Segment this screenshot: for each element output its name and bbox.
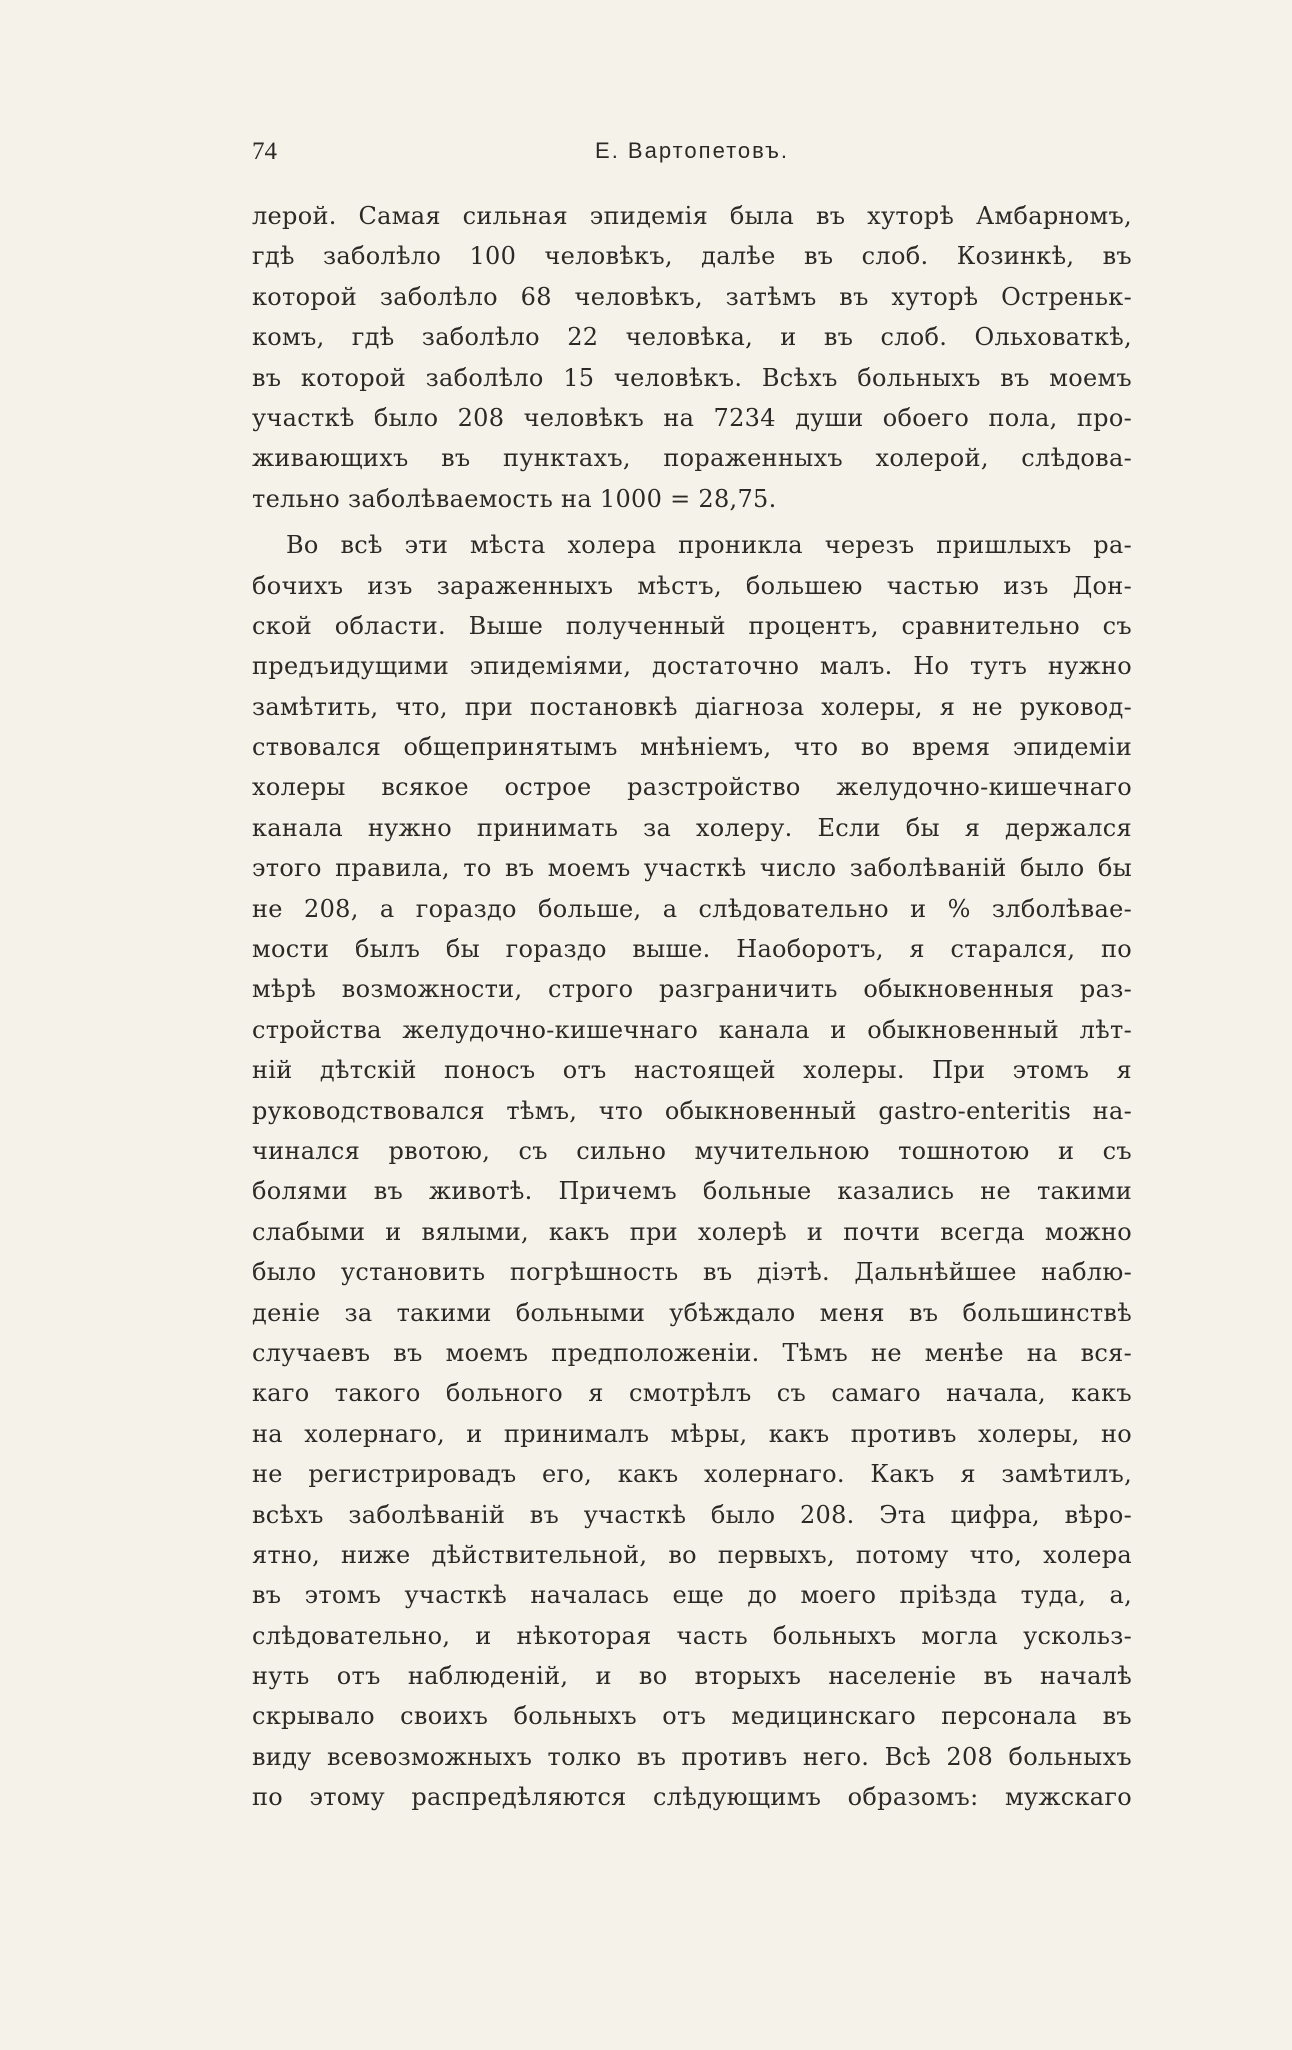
text-line: холеры всякое острое разстройство желудочно-кишечнаго: [252, 773, 1132, 802]
text-line: ятно, ниже дѣйствительной, во первыхъ, потому что, холера: [252, 1540, 1132, 1569]
running-head: Е. Вартопетовъ.: [595, 138, 789, 163]
body-text: [252, 196, 1132, 1818]
text-line: ствовался общепринятымъ мнѣніемъ, что во время эпидеміи: [252, 733, 1132, 762]
text-line: на холернаго, и принималъ мѣры, какъ противъ холеры, но: [252, 1419, 1132, 1448]
text-line: руководствовался тѣмъ, что обыкновенный gastro-enteritis на-: [252, 1096, 1132, 1125]
text-line: бочихъ изъ зараженныхъ мѣстъ, большею частью изъ Дон-: [252, 571, 1132, 600]
text-line: скрывало своихъ больныхъ отъ медицинскаго персонала въ: [252, 1702, 1132, 1731]
text-line: тельно заболѣваемость на 1000 = 28,75.: [252, 484, 777, 513]
text-line: всѣхъ заболѣваній въ участкѣ было 208. Эта цифра, вѣро-: [252, 1500, 1132, 1529]
text-line: не регистрировадъ его, какъ холернаго. Какъ я замѣтилъ,: [252, 1460, 1132, 1489]
text-line: нуть отъ наблюденій, и во вторыхъ населеніе въ началѣ: [252, 1662, 1132, 1691]
text-line: стройства желудочно-кишечнаго канала и обыкновенный лѣт-: [252, 1015, 1132, 1044]
text-line: мости былъ бы гораздо выше. Наоборотъ, я старался, по: [252, 935, 1132, 964]
text-line: не 208, а гораздо больше, а слѣдовательно и % злболѣвае-: [252, 894, 1132, 923]
text-line: которой заболѣло 68 человѣкъ, затѣмъ въ хуторѣ Остреньк-: [252, 282, 1132, 311]
text-line: участкѣ было 208 человѣкъ на 7234 души обоего пола, про-: [252, 403, 1132, 432]
text-line: деніе за такими больными убѣждало меня въ большинствѣ: [252, 1298, 1132, 1327]
text-line: болями въ животѣ. Причемъ больные казались не такими: [252, 1177, 1132, 1206]
text-line: комъ, гдѣ заболѣло 22 человѣка, и въ слоб. Ольховаткѣ,: [252, 323, 1132, 352]
text-line: было установить погрѣшность въ діэтѣ. Дальнѣйшее наблю-: [252, 1258, 1132, 1287]
text-line: случаевъ въ моемъ предположеніи. Тѣмъ не менѣе на вся-: [252, 1338, 1132, 1367]
page-header: [252, 138, 1132, 178]
text-line: чинался рвотою, съ сильно мучительною тошнотою и съ: [252, 1136, 1132, 1165]
text-line: по этому распредѣляются слѣдующимъ образомъ: мужскаго: [252, 1783, 1132, 1812]
text-line: въ которой заболѣло 15 человѣкъ. Всѣхъ больныхъ въ моемъ: [252, 363, 1132, 392]
page-number: 74: [252, 138, 277, 165]
text-line: каго такого больного я смотрѣлъ съ самаго начала, какъ: [252, 1379, 1132, 1408]
text-line: слѣдовательно, и нѣкоторая часть больныхъ могла ускольз-: [252, 1621, 1132, 1650]
text-line: гдѣ заболѣло 100 человѣкъ, далѣе въ слоб. Козинкѣ, въ: [252, 242, 1132, 271]
text-line: въ этомъ участкѣ началась еще до моего пріѣзда туда, а,: [252, 1581, 1132, 1610]
text-line: ній дѣтскій поносъ отъ настоящей холеры. При этомъ я: [252, 1056, 1132, 1085]
text-line: ской области. Выше полученный процентъ, сравнительно съ: [252, 611, 1132, 640]
paragraph-start-line: Во всѣ эти мѣста холера проникла черезъ пришлыхъ ра-: [286, 531, 1132, 560]
text-line: слабыми и вялыми, какъ при холерѣ и почти всегда можно: [252, 1217, 1132, 1246]
text-line: мѣрѣ возможности, строго разграничить обыкновенныя раз-: [252, 975, 1132, 1004]
text-line: замѣтить, что, при постановкѣ діагноза холеры, я не руковод-: [252, 692, 1132, 721]
text-line: предъидущими эпидеміями, достаточно малъ. Но тутъ нужно: [252, 652, 1132, 681]
text-line: виду всевозможныхъ толко въ противъ него. Всѣ 208 больныхъ: [252, 1742, 1132, 1771]
text-line: живающихъ въ пунктахъ, пораженныхъ холерой, слѣдова-: [252, 444, 1132, 473]
text-line: канала нужно принимать за холеру. Если бы я держался: [252, 813, 1132, 842]
text-line: лерой. Самая сильная эпидемія была въ хуторѣ Амбарномъ,: [252, 202, 1132, 230]
text-line: этого правила, то въ моемъ участкѣ число заболѣваній было бы: [252, 854, 1132, 883]
